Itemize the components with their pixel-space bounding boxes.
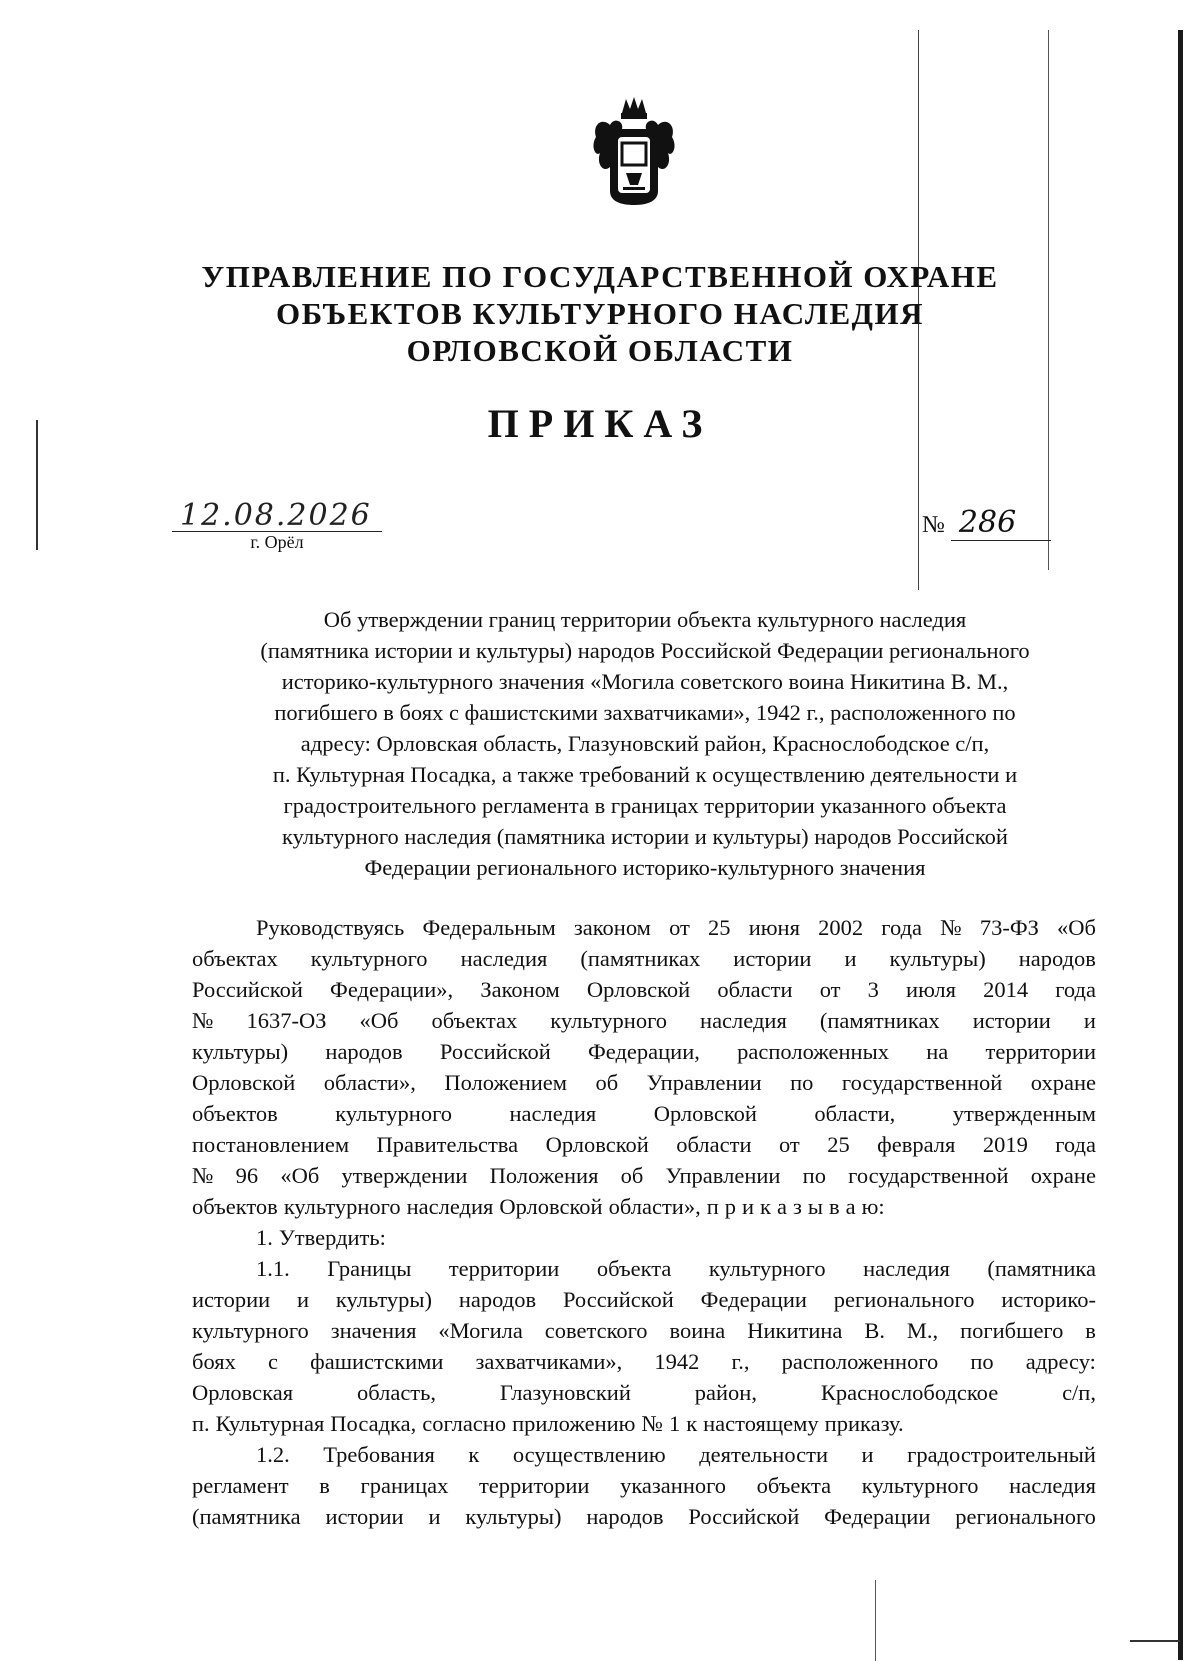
subject-line: Федерации регионального историко-культурного значения bbox=[364, 855, 926, 880]
organization-name-line: ОБЪЕКТОВ КУЛЬТУРНОГО НАСЛЕДИЯ bbox=[276, 296, 924, 331]
body-text-line: объектов культурного наследия Орловской области», п р и к а з ы в а ю: bbox=[192, 1194, 885, 1219]
handwritten-date: 12.08.2026 bbox=[180, 498, 372, 533]
subject-line: погибшего в боях с фашистскими захватчиками», 1942 г., расположенного по bbox=[274, 700, 1016, 725]
body-text-line: регламент в границах территории указанного объекта культурного наследия bbox=[192, 1473, 1096, 1498]
body-text-line: Орловская область, Глазуновский район, Краснослободское с/п, bbox=[192, 1380, 1096, 1405]
body-text-line: объектов культурного наследия Орловской области, утвержденным bbox=[192, 1101, 1096, 1126]
subject-line: адресу: Орловская область, Глазуновский район, Краснослободское с/п, bbox=[300, 731, 990, 756]
city-label: г. Орёл bbox=[250, 532, 304, 552]
body-text-line: № 1637-ОЗ «Об объектах культурного наследия (памятниках истории и bbox=[192, 1008, 1096, 1033]
subject-line: культурного наследия (памятника истории и культуры) народов Российской bbox=[282, 824, 1008, 849]
body-text-line: истории и культуры) народов Российской Федерации регионального историко- bbox=[192, 1287, 1096, 1312]
document-subject bbox=[190, 604, 1100, 883]
subject-line: градостроительного регламента в границах территории указанного объекта bbox=[283, 793, 1007, 818]
number-sign: № bbox=[922, 512, 945, 538]
body-text-line: 1. Утвердить: bbox=[256, 1225, 386, 1250]
subject-line: п. Культурная Посадка, а также требований к осуществлению деятельности и bbox=[272, 762, 1018, 787]
body-text-line: 1.2. Требования к осуществлению деятельности и градостроительный bbox=[256, 1442, 1096, 1467]
body-text-line: культуры) народов Российской Федерации, расположенных на территории bbox=[192, 1039, 1096, 1064]
subject-line: (памятника истории и культуры) народов Российской Федерации регионального bbox=[260, 638, 1030, 663]
body-text-line: культурного значения «Могила советского воина Никитина В. М., погибшего в bbox=[192, 1318, 1096, 1343]
scan-artifact-line bbox=[875, 1580, 876, 1661]
subject-line: историко-культурного значения «Могила советского воина Никитина В. М., bbox=[281, 669, 1009, 694]
handwritten-number: 286 bbox=[951, 505, 1051, 541]
body-text-line: п. Культурная Посадка, согласно приложению № 1 к настоящему приказу. bbox=[192, 1411, 904, 1436]
document-number-block bbox=[922, 505, 1072, 541]
coat-of-arms-emblem bbox=[588, 95, 680, 207]
document-body bbox=[192, 912, 1096, 1532]
scan-artifact-line bbox=[1130, 1640, 1180, 1642]
body-text-line: 1.1. Границы территории объекта культурного наследия (памятника bbox=[256, 1256, 1096, 1281]
body-text-line: объектах культурного наследия (памятниках истории и культуры) народов bbox=[192, 946, 1096, 971]
body-text-line: № 96 «Об утверждении Положения об Управлении по государственной охране bbox=[192, 1163, 1096, 1188]
subject-line: Об утверждении границ территории объекта культурного наследия bbox=[323, 607, 967, 632]
body-text-line: Орловской области», Положением об Управлении по государственной охране bbox=[192, 1070, 1096, 1095]
scan-artifact-line bbox=[1178, 30, 1183, 1660]
body-text-line: (памятника истории и культуры) народов Российской Федерации регионального bbox=[192, 1504, 1096, 1529]
organization-name-line: УПРАВЛЕНИЕ ПО ГОСУДАРСТВЕННОЙ ОХРАНЕ bbox=[201, 259, 999, 294]
organization-name-line: ОРЛОВСКОЙ ОБЛАСТИ bbox=[406, 333, 794, 368]
organization-name bbox=[120, 258, 1080, 369]
document-type-title: ПРИКАЗ bbox=[487, 401, 713, 446]
body-text-line: постановлением Правительства Орловской области от 25 февраля 2019 года bbox=[192, 1132, 1096, 1157]
body-text-line: боях с фашистскими захватчиками», 1942 г., расположенного по адресу: bbox=[192, 1349, 1096, 1374]
body-text-line: Руководствуясь Федеральным законом от 25 июня 2002 года № 73-ФЗ «Об bbox=[256, 915, 1096, 940]
body-text-line: Российской Федерации», Законом Орловской области от 3 июля 2014 года bbox=[192, 977, 1096, 1002]
date-block bbox=[172, 498, 382, 553]
